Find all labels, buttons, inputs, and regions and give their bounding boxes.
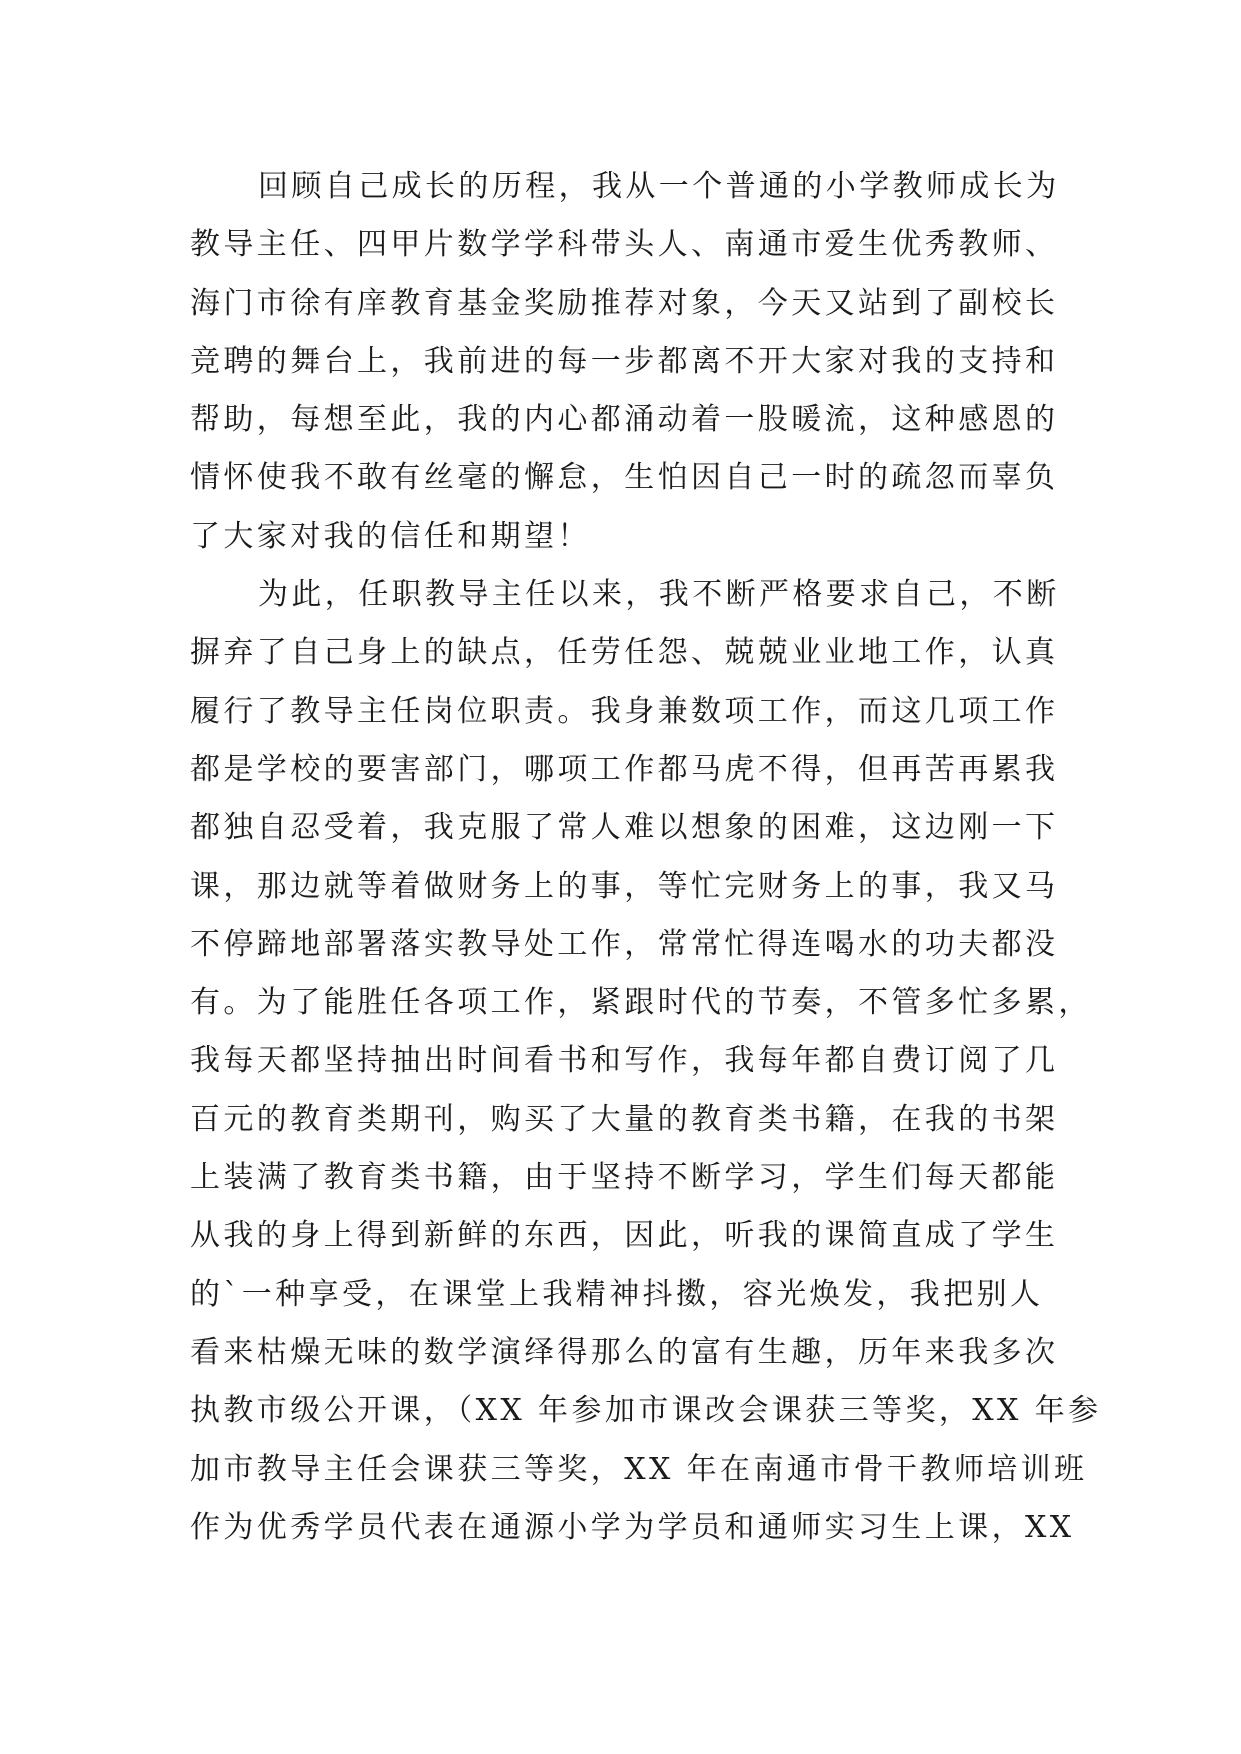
paragraph-2-line-2: 摒弃了自己身上的缺点，任劳任怨、兢兢业业地工作，认真 xyxy=(190,635,1059,671)
paragraph-2-line-14: 看来枯燥无味的数学演绎得那么的富有生趣，历年来我多次 xyxy=(190,1334,1059,1370)
paragraph-2-line-15: 执教市级公开课，（XX 年参加市课改会课获三等奖，XX 年参 xyxy=(190,1393,1102,1429)
paragraph-2-line-9: 我每天都坚持抽出时间看书和写作，我每年都自费订阅了几 xyxy=(190,1043,1059,1079)
paragraph-2-line-13: 的`一种享受，在课堂上我精神抖擞，容光焕发，我把别人 xyxy=(190,1276,1044,1312)
paragraph-2-line-12: 从我的身上得到新鲜的东西，因此，听我的课简直成了学生 xyxy=(190,1218,1059,1254)
paragraph-1-line-4: 竞聘的舞台上，我前进的每一步都离不开大家对我的支持和 xyxy=(190,343,1059,379)
paragraph-1-line-6: 情怀使我不敢有丝毫的懈怠，生怕因自己一时的疏忽而辜负 xyxy=(190,460,1059,496)
paragraph-1-line-1: 回顾自己成长的历程，我从一个普通的小学教师成长为 xyxy=(258,169,1060,204)
paragraph-1-line-7: 了大家对我的信任和期望！ xyxy=(190,518,591,554)
paragraph-2-line-17: 作为优秀学员代表在通源小学为学员和通师实习生上课，XX xyxy=(190,1509,1075,1545)
paragraph-2-line-11: 上装满了教育类书籍，由于坚持不断学习，学生们每天都能 xyxy=(190,1160,1059,1196)
paragraph-2-line-4: 都是学校的要害部门，哪项工作都马虎不得，但再苦再累我 xyxy=(190,751,1059,787)
paragraph-1-line-2: 教导主任、四甲片数学学科带头人、南通市爱生优秀教师、 xyxy=(190,227,1059,263)
paragraph-1-line-3: 海门市徐有庠教育基金奖励推荐对象，今天又站到了副校长 xyxy=(190,285,1059,321)
paragraph-2-line-5: 都独自忍受着，我克服了常人难以想象的困难，这边刚一下 xyxy=(190,810,1059,846)
paragraph-2-line-10: 百元的教育类期刊，购买了大量的教育类书籍，在我的书架 xyxy=(190,1101,1059,1137)
paragraph-2-line-6: 课，那边就等着做财务上的事，等忙完财务上的事，我又马 xyxy=(190,868,1059,904)
paragraph-2-line-7: 不停蹄地部署落实教导处工作，常常忙得连喝水的功夫都没 xyxy=(190,926,1059,962)
paragraph-2-line-8: 有。为了能胜任各项工作，紧跟时代的节奏，不管多忙多累， xyxy=(190,985,1092,1021)
paragraph-2-line-1: 为此，任职教导主任以来，我不断严格要求自己，不断 xyxy=(258,577,1060,613)
paragraph-2-line-16: 加市教导主任会课获三等奖，XX 年在南通市骨干教师培训班 xyxy=(190,1451,1088,1487)
paragraph-1-line-5: 帮助，每想至此，我的内心都涌动着一股暖流，这种感恩的 xyxy=(190,402,1059,438)
paragraph-2-line-3: 履行了教导主任岗位职责。我身兼数项工作，而这几项工作 xyxy=(190,693,1059,729)
body-text xyxy=(190,158,1102,1557)
